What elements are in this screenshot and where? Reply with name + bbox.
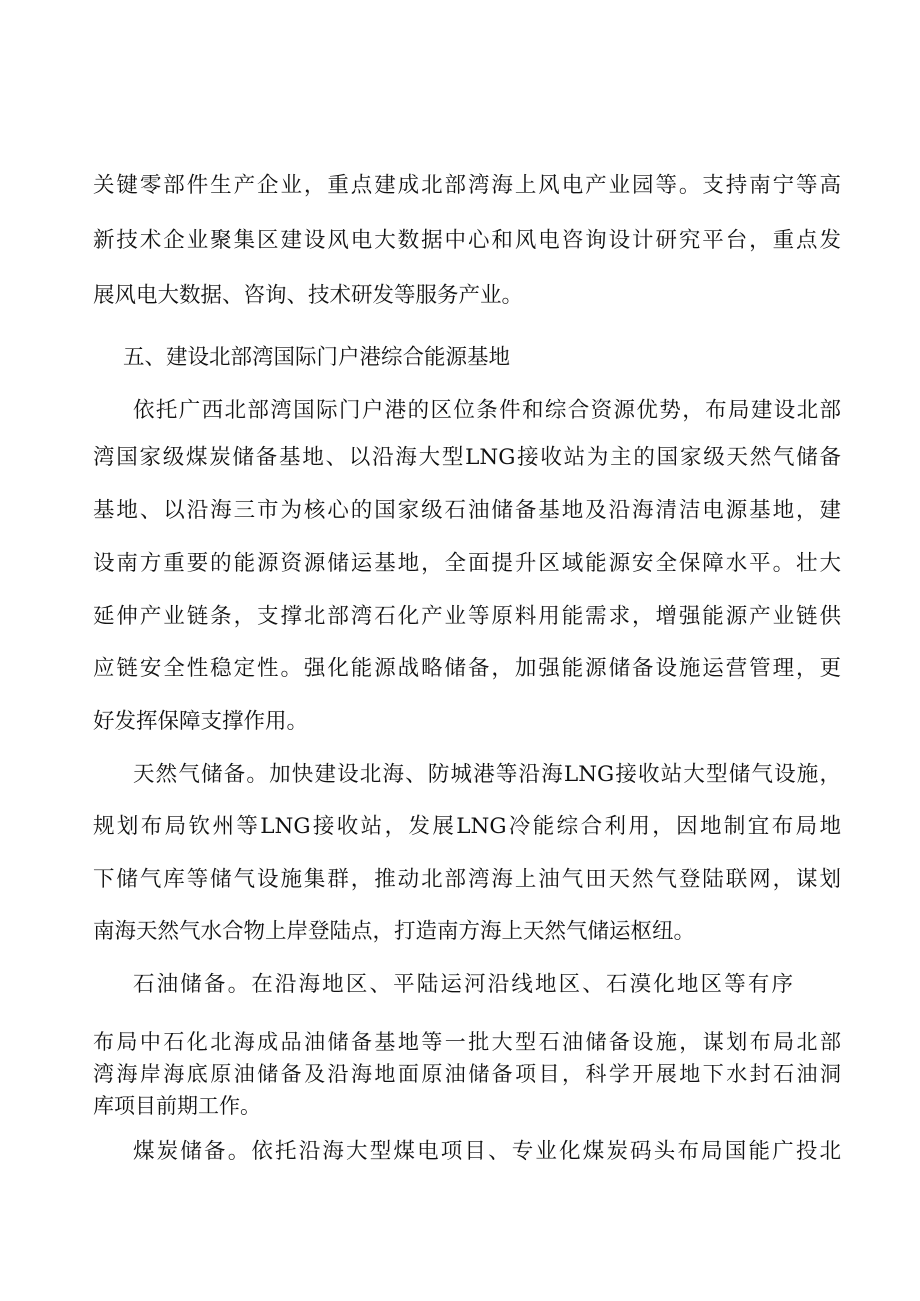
paragraph-line: 基地、以沿海三市为核心的国家级石油储备基地及沿海清洁电源基地，建 <box>93 498 841 523</box>
paragraph-line: 关键零部件生产企业，重点建成北部湾海上风电产业园等。支持南宁等高 <box>93 173 841 198</box>
paragraph-line: 天然气储备。加快建设北海、防城港等沿海LNG接收站大型储气设施， <box>133 762 841 787</box>
paragraph-line: 展风电大数据、咨询、技术研发等服务产业。 <box>93 283 524 308</box>
paragraph-line: 新技术企业聚集区建设风电大数据中心和风电咨询设计研究平台，重点发 <box>93 228 841 253</box>
paragraph-line: 规划布局钦州等LNG接收站，发展LNG冷能综合利用，因地制宜布局地 <box>93 814 841 839</box>
paragraph-line: 依托广西北部湾国际门户港的区位条件和综合资源优势，布局建设北部 <box>133 398 841 423</box>
paragraph-line: 应链安全性稳定性。强化能源战略储备，加强能源储备设施运营管理，更 <box>93 656 841 681</box>
paragraph-line: 煤炭储备。依托沿海大型煤电项目、专业化煤炭码头布局国能广投北 <box>133 1139 841 1164</box>
section-heading: 五、建设北部湾国际门户港综合能源基地 <box>123 345 511 370</box>
paragraph-line: 石油储备。在沿海地区、平陆运河沿线地区、石漠化地区等有序 <box>133 972 793 997</box>
paragraph-line: 南海天然气水合物上岸登陆点，打造南方海上天然气储运枢纽。 <box>93 919 696 944</box>
paragraph-line: 库项目前期工作。 <box>93 1094 261 1118</box>
paragraph-line: 设南方重要的能源资源储运基地，全面提升区域能源安全保障水平。壮大 <box>93 551 841 576</box>
paragraph-line: 湾国家级煤炭储备基地、以沿海大型LNG接收站为主的国家级天然气储备 <box>93 445 841 470</box>
paragraph-line: 下储气库等储气设施集群，推动北部湾海上油气田天然气登陆联网，谋划 <box>93 867 841 892</box>
paragraph-line: 好发挥保障支撑作用。 <box>93 709 309 734</box>
paragraph-line: 湾海岸海底原油储备及沿海地面原油储备项目，科学开展地下水封石油洞 <box>93 1062 841 1086</box>
paragraph-line: 延伸产业链条，支撑北部湾石化产业等原料用能需求，增强能源产业链供 <box>93 604 841 629</box>
paragraph-line: 布局中石化北海成品油储备基地等一批大型石油储备设施，谋划布局北部 <box>93 1030 841 1054</box>
